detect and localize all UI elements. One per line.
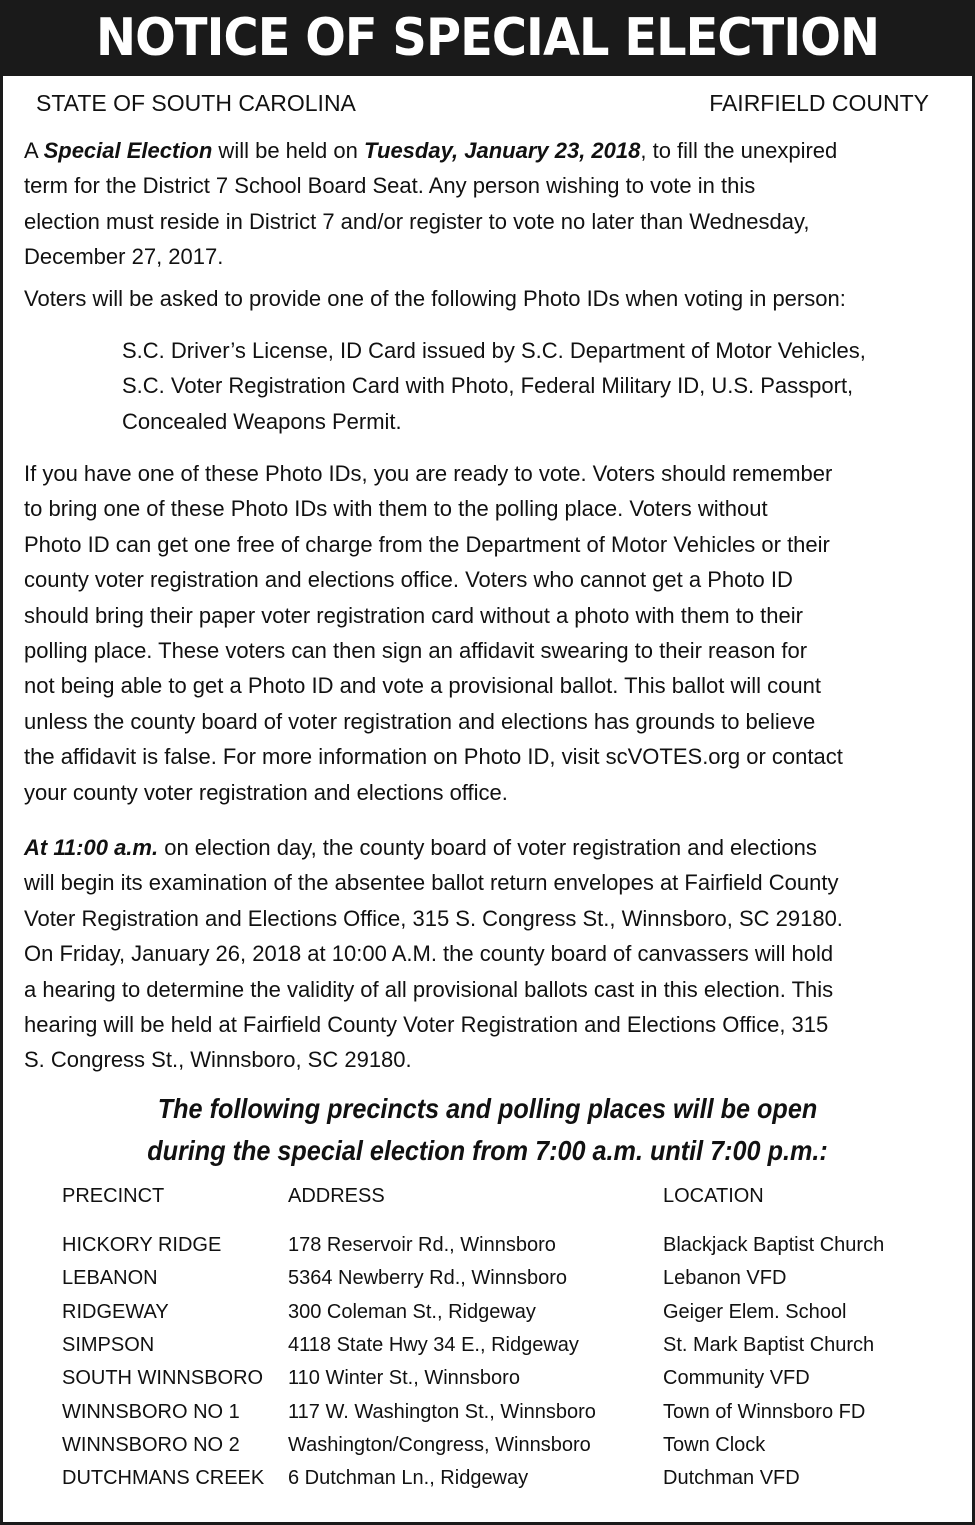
notice-title: NOTICE OF SPECIAL ELECTION (95, 8, 880, 68)
address-cell: 110 Winter St., Winnsboro (288, 1367, 520, 1390)
table-row (62, 1462, 884, 1495)
paragraph-line: not being able to get a Photo ID and vote a provisional ballot. This ballot will count (24, 673, 821, 699)
state-label: STATE OF SOUTH CAROLINA (36, 90, 356, 116)
paragraph-line: will begin its examination of the absentee ballot return envelopes at Fairfield County (24, 870, 839, 896)
address-cell: 6 Dutchman Ln., Ridgeway (288, 1467, 529, 1490)
text: , to fill the unexpired (640, 138, 838, 163)
paragraph-line: On Friday, January 26, 2018 at 10:00 A.M. the county board of canvassers will hold (24, 941, 834, 967)
polling-hours-heading (0, 1088, 975, 1172)
emphasis-election-date: Tuesday, January 23, 2018 (363, 138, 641, 163)
precinct-table (62, 1183, 884, 1495)
heading-line: The following precincts and polling places will be open (157, 1093, 818, 1124)
precinct-cell: WINNSBORO NO 1 (62, 1400, 240, 1423)
paragraph-line: Photo ID can get one free of charge from the Department of Motor Vehicles or their (24, 531, 830, 557)
address-cell: 117 W. Washington St., Winnsboro (288, 1400, 596, 1423)
text: on election day, the county board of voter registration and elections (158, 835, 817, 860)
paragraph-line: term for the District 7 School Board Seat. Any person wishing to vote in this (24, 173, 756, 199)
precinct-cell: SOUTH WINNSBORO (62, 1367, 264, 1390)
paragraph-line: your county voter registration and elections office. (24, 779, 508, 805)
address-cell: 300 Coleman St., Ridgeway (288, 1300, 536, 1323)
paragraph-line: hearing will be held at Fairfield County Voter Registration and Elections Office, 315 (24, 1012, 829, 1038)
location-cell: St. Mark Baptist Church (663, 1334, 875, 1357)
paragraph-line: to bring one of these Photo IDs with them to the polling place. Voters without (24, 496, 768, 522)
county-label: FAIRFIELD COUNTY (709, 90, 929, 116)
text: will be held on (212, 138, 364, 163)
paragraph-line: If you have one of these Photo IDs, you are ready to vote. Voters should remember (24, 461, 833, 486)
table-row (62, 1262, 884, 1295)
table-row (62, 1429, 884, 1462)
paragraph-line: unless the county board of voter registration and elections has grounds to believe (24, 708, 816, 734)
table-row (62, 1329, 884, 1362)
column-header-precinct: PRECINCT (62, 1185, 165, 1207)
paragraph-line: should bring their paper voter registration card without a photo with them to their (24, 602, 803, 628)
list-line: S.C. Driver’s License, ID Card issued by S.C. Department of Motor Vehicles, (122, 338, 866, 363)
emphasis-time: At 11:00 a.m. (24, 835, 159, 860)
precinct-cell: LEBANON (62, 1267, 158, 1290)
paragraph-line: the affidavit is false. For more information on Photo ID, visit scVOTES.org or contact (24, 744, 843, 770)
paragraph-line (24, 133, 837, 168)
notice-title-banner (0, 0, 975, 76)
location-cell: Town Clock (663, 1433, 766, 1456)
location-cell: Geiger Elem. School (663, 1300, 847, 1323)
location-cell: Community VFD (663, 1367, 810, 1390)
column-header-location: LOCATION (663, 1185, 764, 1207)
address-cell: Washington/Congress, Winnsboro (288, 1433, 591, 1456)
paragraph-line: polling place. These voters can then sign an affidavit swearing to their reason for (24, 638, 808, 664)
paragraph-line: Voters will be asked to provide one of the following Photo IDs when voting in person: (24, 286, 846, 311)
photo-id-paragraph (24, 456, 843, 810)
address-cell: 4118 State Hwy 34 E., Ridgeway (288, 1334, 579, 1357)
location-cell: Dutchman VFD (663, 1467, 800, 1490)
table-row (62, 1362, 884, 1395)
precinct-cell: SIMPSON (62, 1334, 155, 1357)
precinct-cell: HICKORY RIDGE (62, 1234, 222, 1257)
paragraph-line (24, 830, 843, 865)
emphasis-special-election: Special Election (43, 138, 213, 163)
photo-id-intro (24, 281, 846, 316)
list-line: Concealed Weapons Permit. (122, 408, 402, 434)
table-header-row (62, 1183, 884, 1229)
list-line: S.C. Voter Registration Card with Photo, Federal Military ID, U.S. Passport, (122, 373, 854, 399)
table-row (62, 1229, 884, 1262)
location-cell: Town of Winnsboro FD (663, 1400, 866, 1423)
table-row (62, 1296, 884, 1329)
absentee-paragraph (24, 830, 843, 1078)
address-cell: 178 Reservoir Rd., Winnsboro (288, 1234, 556, 1257)
column-header-address: ADDRESS (288, 1185, 385, 1207)
text: A (24, 138, 44, 163)
paragraph-line: election must reside in District 7 and/or register to vote no later than Wednesday, (24, 208, 810, 234)
location-cell: Lebanon VFD (663, 1267, 787, 1290)
location-cell: Blackjack Baptist Church (663, 1234, 885, 1257)
precinct-cell: DUTCHMANS CREEK (62, 1467, 265, 1490)
paragraph-line: S. Congress St., Winnsboro, SC 29180. (24, 1047, 412, 1073)
paragraph-line: Voter Registration and Elections Office, 315 S. Congress St., Winnsboro, SC 29180. (24, 905, 843, 931)
election-paragraph (24, 133, 837, 275)
heading-line: during the special election from 7:00 a.m. until 7:00 p.m.: (147, 1135, 828, 1166)
paragraph-line: a hearing to determine the validity of all provisional ballots cast in this election. This (24, 976, 834, 1002)
precinct-cell: WINNSBORO NO 2 (62, 1433, 240, 1456)
paragraph-line: December 27, 2017. (24, 244, 224, 270)
precinct-cell: RIDGEWAY (62, 1300, 169, 1323)
table-row (62, 1395, 884, 1428)
paragraph-line: county voter registration and elections office. Voters who cannot get a Photo ID (24, 567, 793, 593)
address-cell: 5364 Newberry Rd., Winnsboro (288, 1267, 568, 1290)
photo-id-list (122, 333, 866, 439)
